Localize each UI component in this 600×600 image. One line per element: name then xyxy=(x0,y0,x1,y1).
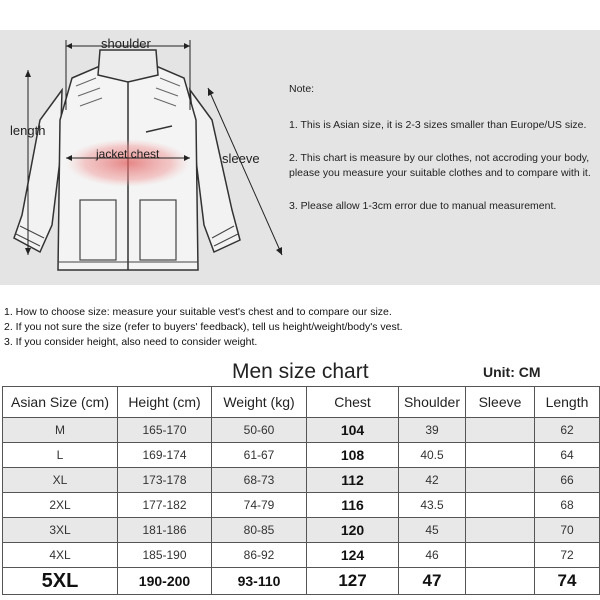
cell-weight: 93-110 xyxy=(212,568,307,595)
cell-shoulder: 43.5 xyxy=(399,493,466,518)
cell-length: 68 xyxy=(535,493,600,518)
cell-shoulder: 45 xyxy=(399,518,466,543)
cell-sleeve xyxy=(466,493,535,518)
table-row xyxy=(3,468,600,493)
cell-size: M xyxy=(3,418,118,443)
cell-sleeve xyxy=(466,443,535,468)
howto-item: 3. If you consider height, also need to consider weight. xyxy=(4,336,258,348)
header-length: Length xyxy=(535,387,600,418)
cell-length: 64 xyxy=(535,443,600,468)
header-asian-size: Asian Size (cm) xyxy=(3,387,118,418)
product-diagram-panel xyxy=(0,30,600,285)
cell-length: 72 xyxy=(535,543,600,568)
cell-size: 3XL xyxy=(3,518,118,543)
cell-chest: 108 xyxy=(307,443,399,468)
cell-size: XL xyxy=(3,468,118,493)
note-item: 2. This chart is measure by our clothes, not accroding your body, please you measure your suitable clothes and to compare with it. xyxy=(289,152,591,179)
cell-chest: 116 xyxy=(307,493,399,518)
size-chart-unit: Unit: CM xyxy=(483,364,541,380)
cell-weight: 61-67 xyxy=(212,443,307,468)
cell-chest: 127 xyxy=(307,568,399,595)
cell-size: L xyxy=(3,443,118,468)
shoulder-label: shoulder xyxy=(101,36,151,51)
cell-chest: 104 xyxy=(307,418,399,443)
cell-size: 2XL xyxy=(3,493,118,518)
header-sleeve: Sleeve xyxy=(466,387,535,418)
cell-height: 173-178 xyxy=(118,468,212,493)
cell-length: 74 xyxy=(535,568,600,595)
table-header-row xyxy=(3,387,600,418)
size-chart-table xyxy=(2,386,600,595)
cell-weight: 74-79 xyxy=(212,493,307,518)
cell-weight: 50-60 xyxy=(212,418,307,443)
cell-height: 169-174 xyxy=(118,443,212,468)
cell-shoulder: 47 xyxy=(399,568,466,595)
cell-sleeve xyxy=(466,568,535,595)
table-row xyxy=(3,543,600,568)
cell-chest: 124 xyxy=(307,543,399,568)
cell-sleeve xyxy=(466,543,535,568)
length-label: length xyxy=(10,123,46,138)
size-chart-title: Men size chart xyxy=(232,360,369,383)
cell-weight: 86-92 xyxy=(212,543,307,568)
cell-chest: 120 xyxy=(307,518,399,543)
cell-shoulder: 40.5 xyxy=(399,443,466,468)
cell-shoulder: 42 xyxy=(399,468,466,493)
table-row xyxy=(3,443,600,468)
sleeve-label: sleeve xyxy=(222,151,260,166)
cell-length: 62 xyxy=(535,418,600,443)
header-shoulder: Shoulder xyxy=(399,387,466,418)
cell-sleeve xyxy=(466,418,535,443)
cell-height: 190-200 xyxy=(118,568,212,595)
cell-sleeve xyxy=(466,518,535,543)
table-row xyxy=(3,493,600,518)
cell-shoulder: 39 xyxy=(399,418,466,443)
cell-height: 165-170 xyxy=(118,418,212,443)
cell-height: 185-190 xyxy=(118,543,212,568)
note-item: 1. This is Asian size, it is 2-3 sizes smaller than Europe/US size. xyxy=(289,119,587,131)
cell-weight: 68-73 xyxy=(212,468,307,493)
cell-sleeve xyxy=(466,468,535,493)
cell-size: 4XL xyxy=(3,543,118,568)
header-chest: Chest xyxy=(307,387,399,418)
header-weight: Weight (kg) xyxy=(212,387,307,418)
jacket-chest-label: jacket chest xyxy=(96,147,160,161)
header-height: Height (cm) xyxy=(118,387,212,418)
cell-length: 70 xyxy=(535,518,600,543)
how-to-choose-section xyxy=(4,305,403,350)
note-item: 3. Please allow 1-3cm error due to manual measurement. xyxy=(289,200,557,212)
cell-chest: 112 xyxy=(307,468,399,493)
cell-shoulder: 46 xyxy=(399,543,466,568)
notes-section xyxy=(289,82,594,232)
table-row xyxy=(3,418,600,443)
cell-weight: 80-85 xyxy=(212,518,307,543)
cell-size: 5XL xyxy=(3,568,118,595)
table-row xyxy=(3,518,600,543)
cell-height: 181-186 xyxy=(118,518,212,543)
howto-item: 1. How to choose size: measure your suitable vest's chest and to compare our size. xyxy=(4,306,392,318)
howto-item: 2. If you not sure the size (refer to buyers' feedback), tell us height/weight/body's vest. xyxy=(4,321,403,333)
notes-title: Note: xyxy=(289,83,315,95)
table-row xyxy=(3,568,600,595)
cell-length: 66 xyxy=(535,468,600,493)
cell-height: 177-182 xyxy=(118,493,212,518)
